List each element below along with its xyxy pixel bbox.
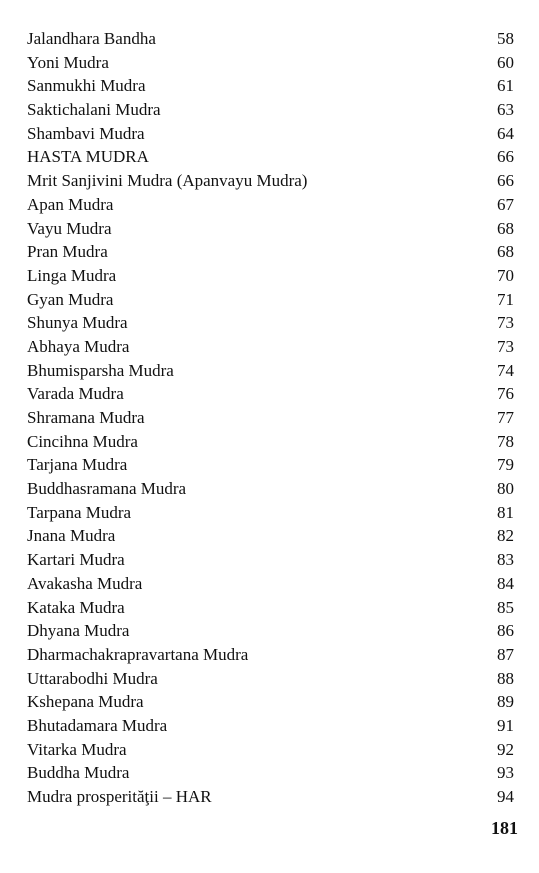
toc-entry-page: 89 <box>497 692 514 712</box>
toc-entry <box>27 548 514 572</box>
toc-entry-title: HASTA MUDRA <box>27 147 149 167</box>
toc-entry-page: 71 <box>497 289 514 309</box>
toc-entry <box>27 288 514 312</box>
page-number: 181 <box>491 818 518 838</box>
toc-entry-title: Tarjana Mudra <box>27 455 128 475</box>
toc-entry-page: 84 <box>497 573 514 593</box>
toc-entry-title: Abhaya Mudra <box>27 336 130 356</box>
toc-entry <box>27 193 514 217</box>
toc-entry-title: Cincihna Mudra <box>27 431 138 451</box>
toc-entry-page: 82 <box>497 526 514 546</box>
table-of-contents <box>27 27 514 809</box>
toc-entry-title: Bhumisparsha Mudra <box>27 360 174 380</box>
toc-entry <box>27 264 514 288</box>
toc-entry <box>27 619 514 643</box>
toc-entry <box>27 738 514 762</box>
toc-entry-title: Mrit Sanjivini Mudra (Apanvayu Mudra) <box>27 171 308 191</box>
toc-entry-page: 67 <box>497 194 514 214</box>
toc-entry-page: 68 <box>497 218 514 238</box>
toc-entry-title: Gyan Mudra <box>27 289 114 309</box>
toc-entry <box>27 311 514 335</box>
toc-entry-title: Bhutadamara Mudra <box>27 715 168 735</box>
toc-entry-page: 63 <box>497 100 514 120</box>
toc-entry <box>27 785 514 809</box>
toc-entry-title: Kshepana Mudra <box>27 692 144 712</box>
toc-entry-page: 66 <box>497 171 514 191</box>
toc-entry-title: Buddha Mudra <box>27 763 130 783</box>
toc-entry-title: Pran Mudra <box>27 242 108 262</box>
toc-entry <box>27 430 514 454</box>
toc-entry <box>27 74 514 98</box>
toc-entry-title: Vayu Mudra <box>27 218 112 238</box>
toc-entry-page: 77 <box>497 408 514 427</box>
toc-entry-page: 73 <box>497 336 514 356</box>
toc-entry-page: 94 <box>497 787 514 806</box>
toc-entry <box>27 240 514 264</box>
toc-entry-page: 85 <box>497 597 514 617</box>
toc-entry-page: 87 <box>497 644 514 664</box>
toc-entry-page: 86 <box>497 621 514 641</box>
toc-entry <box>27 572 514 596</box>
toc-entry-title: Sanmukhi Mudra <box>27 76 146 96</box>
toc-entry-title: Shambavi Mudra <box>27 123 145 143</box>
toc-entry-page: 93 <box>497 763 514 783</box>
toc-entry <box>27 382 514 406</box>
toc-entry-page: 64 <box>497 123 514 143</box>
toc-entry <box>27 761 514 785</box>
toc-entry <box>27 335 514 359</box>
toc-entry <box>27 477 514 501</box>
toc-entry-page: 88 <box>497 668 514 688</box>
toc-entry-title: Buddhasramana Mudra <box>27 479 187 499</box>
toc-entry-title: Jnana Mudra <box>27 526 116 546</box>
toc-entry-page: 68 <box>497 242 514 262</box>
toc-entry-title: Shramana Mudra <box>27 408 145 427</box>
toc-entry-title: Mudra prosperităţii – HAR <box>27 787 212 806</box>
toc-entry-title: Kataka Mudra <box>27 597 125 617</box>
toc-entry-page: 66 <box>497 147 514 167</box>
toc-entry <box>27 51 514 75</box>
toc-entry-page: 92 <box>497 739 514 759</box>
toc-entry-title: Jalandhara Bandha <box>27 29 156 48</box>
toc-entry-title: Apan Mudra <box>27 194 114 214</box>
toc-entry-title: Dharmachakrapravartana Mudra <box>27 644 249 664</box>
toc-entry-title: Saktichalani Mudra <box>27 100 161 120</box>
toc-entry-title: Tarpana Mudra <box>27 502 132 522</box>
toc-entry-title: Linga Mudra <box>27 265 117 285</box>
toc-entry <box>27 217 514 241</box>
toc-entry <box>27 501 514 525</box>
toc-entry-page: 76 <box>497 384 514 404</box>
toc-entry <box>27 714 514 738</box>
toc-entry <box>27 359 514 383</box>
toc-entry-page: 74 <box>497 360 514 380</box>
toc-entry <box>27 122 514 146</box>
toc-entry <box>27 690 514 714</box>
toc-entry-title: Vitarka Mudra <box>27 739 127 759</box>
toc-entry <box>27 169 514 193</box>
toc-entry <box>27 98 514 122</box>
toc-entry-title: Varada Mudra <box>27 384 124 404</box>
toc-entry <box>27 27 514 51</box>
toc-entry-page: 73 <box>497 313 514 333</box>
toc-entry <box>27 406 514 430</box>
toc-entry-page: 79 <box>497 455 514 475</box>
toc-entry-page: 78 <box>497 431 514 451</box>
toc-entry-title: Kartari Mudra <box>27 550 125 570</box>
toc-entry <box>27 145 514 169</box>
toc-entry <box>27 667 514 691</box>
toc-entry-title: Shunya Mudra <box>27 313 128 333</box>
toc-entry-page: 83 <box>497 550 514 570</box>
toc-entry <box>27 453 514 477</box>
toc-entry-title: Yoni Mudra <box>27 52 109 72</box>
toc-entry-page: 91 <box>497 715 514 735</box>
toc-entry-page: 58 <box>497 29 514 48</box>
toc-entry <box>27 596 514 620</box>
toc-entry-page: 70 <box>497 265 514 285</box>
toc-entry-page: 81 <box>497 502 514 522</box>
toc-entry-page: 61 <box>497 76 514 96</box>
toc-entry <box>27 524 514 548</box>
toc-entry-page: 60 <box>497 52 514 72</box>
toc-entry-title: Avakasha Mudra <box>27 573 143 593</box>
toc-entry-title: Uttarabodhi Mudra <box>27 668 158 688</box>
toc-entry-title: Dhyana Mudra <box>27 621 130 641</box>
toc-entry-page: 80 <box>497 479 514 499</box>
toc-entry <box>27 643 514 667</box>
